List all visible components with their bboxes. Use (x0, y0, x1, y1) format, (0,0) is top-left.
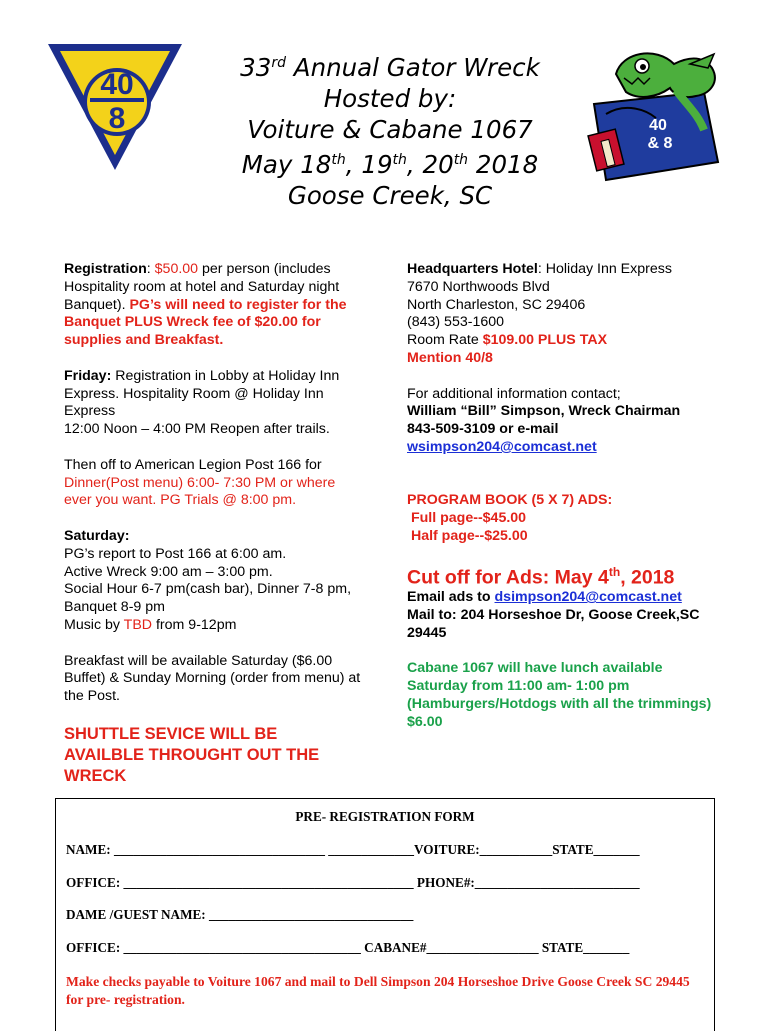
hotel-info: Headquarters Hotel: Holiday Inn Express 7670 Northwoods Blvd North Charleston, SC 29406 (843) 553-1600 Room Rate $109.00 PLUS TAX Mention 40/8 (407, 261, 672, 366)
title-line-5: Goose Creek, SC (287, 181, 493, 211)
dinner-info: Then off to American Legion Post 166 for Dinner(Post menu) 6:00- 7:30 PM or where ever you want. PG Trials @ 8:00 pm. (64, 456, 336, 509)
ads-email-link[interactable]: dsimpson204@comcast.net (494, 589, 682, 606)
title-line-3: Voiture & Cabane 1067 (247, 115, 533, 145)
bag-and-eight: & 8 (647, 135, 673, 152)
program-book-ads: PROGRAM BOOK (5 X 7) ADS: Full page--$45.00 Half page--$25.00 (407, 492, 613, 544)
form-heading: PRE- REGISTRATION FORM (295, 809, 475, 824)
forty-eight-emblem-logo (44, 40, 186, 175)
gator-bag-logo (586, 34, 726, 184)
payment-instructions: Make checks payable to Voiture 1067 and mail to Dell Simpson 204 Horseshoe Drive Goose Creek SC 29445 for pre- registration. (66, 974, 690, 1007)
saturday-info: Saturday: PG’s report to Post 166 at 6:00 am. Active Wreck 9:00 am – 3:00 pm. Social Hour 6-7 pm(cash bar), Dinner 7-8 pm, Banquet 8-9 pm Music by TBD from 9-12pm (64, 527, 352, 633)
cabane-lunch-info: Cabane 1067 will have lunch available Saturday from 11:00 am- 1:00 pm (Hamburgers/Hotdogs with all the trimmings) $6.00 (407, 660, 712, 730)
ads-submission-info: Email ads to dsimpson204@comcast.net Mail to: 204 Horseshoe Dr, Goose Creek,SC 29445 (407, 589, 700, 641)
contact-info: For additional information contact; William “Bill” Simpson, Wreck Chairman 843-509-3109 or e-mail wsimpson204@comcast.net (407, 385, 681, 455)
office-phone-fields[interactable]: OFFICE: ____________________________________________ PHONE#:_________________________ (66, 875, 640, 890)
emblem-eight: 8 (108, 102, 126, 135)
breakfast-info: Breakfast will be available Saturday ($6.00 Buffet) & Sunday Morning (order from menu) at the Post. (64, 652, 361, 705)
left-column (64, 261, 364, 787)
friday-info: Friday: Registration in Lobby at Holiday Inn Express. Hospitality Room @ Holiday Inn Express 12:00 Noon – 4:00 PM Reopen after trails. (64, 367, 340, 438)
office-cabane-state-fields[interactable]: OFFICE: ____________________________________ CABANE#_________________ STATE_______ (66, 940, 630, 955)
title-line-2: Hosted by: (323, 84, 457, 114)
shuttle-notice: SHUTTLE SEVICE WILL BE AVAILBLE THROUGHT OUT THE WRECK (64, 724, 320, 785)
title-line-1: 33rd Annual Gator Wreck (240, 53, 540, 83)
chairman-email-link[interactable]: wsimpson204@comcast.net (407, 438, 597, 455)
right-column (407, 261, 717, 749)
title-line-4: May 18th, 19th, 20th 2018 (241, 150, 539, 180)
emblem-forty: 40 (100, 68, 134, 101)
name-voiture-state-fields[interactable]: NAME: ________________________________ _____________VOITURE:___________STATE_______ (66, 842, 640, 857)
pre-registration-form (55, 798, 715, 1031)
registration-info: Registration: $50.00 per person (includes Hospitality room at hotel and Saturday night Banquet). PG’s will need to register for the Banquet PLUS Wreck fee of $20.00 for supplies and Breakfast. (64, 261, 347, 349)
bag-forty: 40 (649, 117, 667, 134)
ads-cutoff-heading: Cut off for Ads: May 4th, 2018 (407, 564, 675, 589)
event-title (190, 48, 590, 211)
dame-guest-name-field[interactable]: DAME /GUEST NAME: _______________________________ (66, 907, 414, 922)
